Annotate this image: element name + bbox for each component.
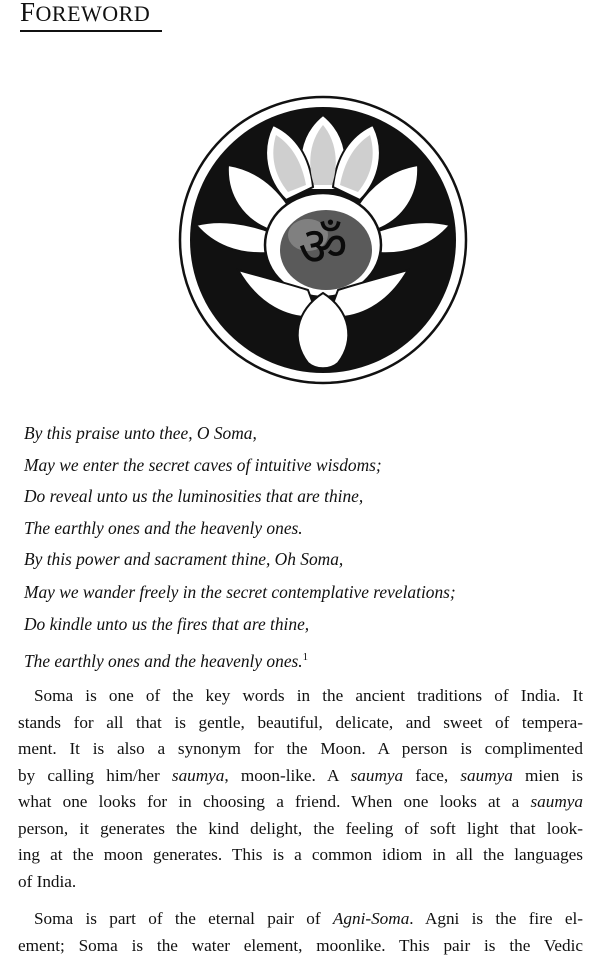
verse-line: By this power and sacrament thine, Oh Soma, [24,549,344,569]
verse-line [24,646,584,679]
verse-line: Do kindle unto us the fires that are thine, [24,614,310,634]
verse-line: May we wander freely in the secret contemplative revelations; [24,581,456,602]
paragraph-line: stands for all that is gentle, beautiful, delicate, and sweet of tempera- [18,712,583,732]
heading-underline [20,30,162,32]
paragraph-line: ement; Soma is the water element, moonlike. This pair is the Vedic [18,935,583,955]
paragraph-soma-intro [18,683,583,895]
paragraph-agni-soma [18,906,583,959]
italic-term: saumya [460,765,513,785]
page-heading [20,0,150,26]
text-run: , moon-like. A [224,765,351,785]
verse-line: Do reveal unto us the luminosities that are thine, [24,486,364,506]
paragraph-line [18,763,583,790]
verse-line-text: The earthly ones and the heavenly ones. [24,650,303,671]
lotus-om-emblem-icon [178,95,468,385]
paragraph-line: Soma is one of the key words in the ancient traditions of India. It [34,686,583,705]
paragraph-line: ing at the moon generates. This is a common idiom in all the languages [18,845,583,864]
italic-term: saumya [350,765,404,785]
text-run: . Agni is the fire el- [409,909,583,928]
text-run: what one looks for in choosing a friend. When one looks at a [18,792,531,811]
footnote-marker: 1 [302,650,309,663]
text-run: Soma is part of the eternal pair of [34,909,333,928]
paragraph-line: of India. [18,871,77,891]
text-run: mien is [512,765,583,785]
verse-block [24,422,584,678]
text-run: face, [403,765,461,785]
verse-line: The earthly ones and the heavenly ones. [24,517,303,538]
svg-text:ॐ: ॐ [298,215,348,278]
verse-line: May we enter the secret caves of intuitive wisdoms; [24,454,382,475]
text-run: by calling him/her [18,765,172,785]
heading-rest: OREWORD [35,1,151,26]
paragraph-line: ment. It is also a synonym for the Moon. A person is complimented [18,739,583,758]
heading-initial: F [20,0,36,27]
paragraph-line [18,906,583,933]
italic-term: saumya [171,765,225,785]
italic-term: Agni-Soma [332,909,410,928]
paragraph-line: person, it generates the kind delight, the feeling of soft light that look- [18,818,583,838]
italic-term: saumya [530,792,583,811]
paragraph-line [18,789,583,816]
verse-line: By this praise unto thee, O Soma, [24,423,257,443]
